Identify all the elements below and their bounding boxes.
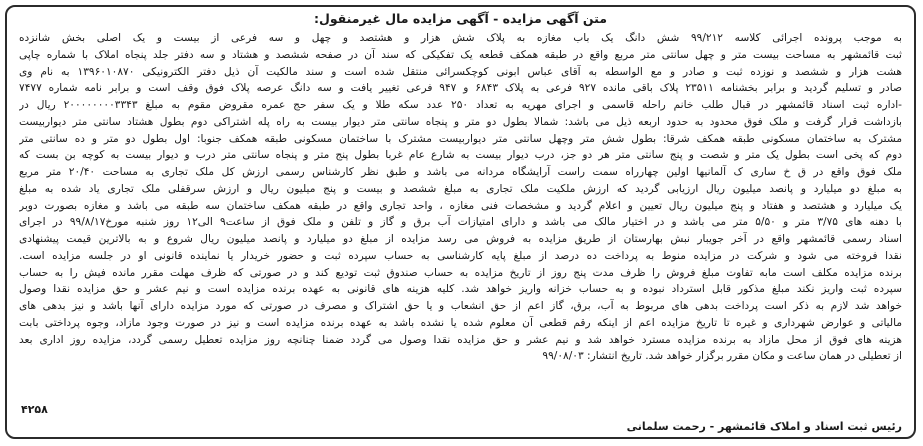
notice-frame [5, 5, 916, 439]
notice-line-13: اسناد رسمی قائمشهر واقع در آخر جویبار نبش بهارستان از طریق مزایده به فروش می رسد مزایده از مبلغ دو میلیارد و پانصد میلیون ریال شروع و به بالاترین قیمت پیشنهادی [19, 233, 902, 245]
notice-line-4: صادر و تسلیم گردید و برابر بخشنامه ۲۳۵۱۱ پلاک باقی مانده ۹۲۷ فرعی به پلاک ۶۸۴۳ و ۹۴۷ فرعی تغییر یافت و سه دانگ عرصه پلاک فوق وقف است و برابر نامه شماره ۷۴۷۷ [19, 82, 902, 95]
notice-line-17: خواهد شد لازم به ذکر است پرداخت بدهی های مربوط به آب، برق، گاز اعم از حق انشعاب و یا حق اشتراک و مصرف در صورتی که مورد مزایده دارای آنها باشد و نیز بدهی های [19, 300, 902, 312]
notice-body [19, 30, 902, 365]
notice-line-2: ثبت قائمشهر به مساحت بیست متر و چهل سانتی متر مربع واقع در طبقه همکف قطعه یک تفکیکی که سند آن در صفحه ششصد و هشتاد و سه دفتر جلد پنجاه املاک با شماره چاپی [19, 48, 902, 61]
notice-line-12: با دهنه های ۳/۷۵ متر و ۵/۵۰ متر می باشد و در اختیار مالک می باشد و دارای امتیازات آب برق و گاز و تلفن و ملک فوق از ساعت۹ الی۱۲ روز شنبه مورخ۹۹/۸/۱۷ در اجرای [19, 216, 902, 229]
notice-line-10: به مبلغ دو میلیارد و پانصد میلیون ریال ارزیابی گردید که ارزش ملکیت ملک تجاری به مبلغ ششصد و بیست و پنج میلیون ریال و ارزش سرقفلی ملک تجاری یاد شده به مبلغ [19, 182, 902, 195]
notice-line-16: سپرده ثبت واریز نکند مبلغ مذکور قابل استرداد نبوده و به حساب خزانه واریز خواهد شد. کلیه هزینه های قانونی به عهده برنده مزایده است و نیم عشر و حق مزایده نقدا وصول [19, 283, 902, 296]
notice-line-8: دوم که پخی است بطول یک متر و شصت و پنج سانتی متر هر دو جز، درب دیوار بیست به شارع عام غربا بطول پنج متر و پنجاه سانتی متر درب و دیوار بیست به کوچه بن بست که [19, 149, 902, 162]
notice-title: متن آگهی مزایده - آگهی مزایده مال غیرمنقول: [313, 11, 608, 26]
notice-line-14: نقدا فروخته می شود و شرکت در مزایده منوط به پرداخت ده درصد از مبلغ پایه کارشناسی به حساب سپرده ثبت و حضور خریدار یا نماینده قانونی او در جلسه مزایده است. [19, 249, 902, 262]
notice-line-20: از تعطیلی در همان ساعت و مکان مقرر برگزار خواهد شد. تاریخ انتشار: ۹۹/۰۸/۰۳ [542, 350, 902, 363]
notice-line-1: به موجب پرونده اجرائی کلاسه ۹۹/۲۱۲ شش دانگ یک باب مغازه به پلاک شش هزار و هشتصد و چهل و سه فرعی از بیست و یک اصلی بخش شانزده [19, 32, 902, 44]
notice-line-6: بازداشت قرار گرفت و ملک فوق محدود به حدود اربعه ذیل می باشد: شمالا بطول دو متر و پنجاه سانتی متر دیوار بیست به راه پله اشتراکی دوم بطول هشتاد سانتی متر دیواربیست [19, 115, 902, 128]
notice-line-19: هزینه های فوق از محل مازاد به برنده مزایده مسترد خواهد شد و نیم عشر و حق مزایده نقدا وصول می گردد ضمنا چنانچه روز مزایده تعطیل رسمی گردد، مزایده روز اداری بعد [19, 333, 902, 346]
notice-line-3: هشت هزار و ششصد و نوزده ثبت و صادر و مع الواسطه به آقای عباس ابونی کوچکسرائی منتقل شده است و سند مالکیت آن ذیل دفتر الکترونیکی ۱۳۹۶۰۱۰۸۷۰ به نام وی [19, 65, 902, 78]
notice-line-7: مشترک به ساختمان مسکونی طبقه همکف شرقا: بطول شش متر وچهل سانتی متر دیواربیست مشترک با ساختمان مسکونی طبقه همکف جنوبا: اول بطول دو متر و ده سانتی متر [19, 132, 902, 145]
notice-line-5: -اداره ثبت اسناد قائمشهر در قبال طلب خانم راحله قاسمی و اجرای مهریه به تعداد ۲۵۰ عدد سکه طلا و یک سفر حج عمره مقروض مقوم به مبلغ ۲۰۰۰۰۰۰۰۰۳۳۴۳ ریال در [19, 99, 902, 111]
notice-line-11: یک میلیارد و هشتصد و هفتاد و پنج میلیون ریال تعیین و اعلام گردید و مشخصات فنی مغازه ، واحد تجاری واقع در طبقه همکف ساختمان سه طبقه می باشد و مغازه بصورت دوبر [19, 199, 902, 212]
notice-line-15: برنده مزایده مکلف است مابه تفاوت مبلغ فروش را ظرف مدت پنج روز از تاریخ مزایده به حساب صندوق ثبت تودیع کند و در صورتی که ظرف مهلت مقرر مانده فیش را به حساب [19, 266, 902, 279]
notice-serial-number: ۴۲۵۸ [21, 403, 48, 416]
notice-line-9: ملک فوق واقع در ق خ ساری ک آلمانیها اولین چهارراه سمت راست آرایشگاه مردانه می باشد و طبق نظر کارشناس رسمی ارزش کل ملک تجاری به مساحت ۲۰/۴۰ متر مربع [19, 166, 902, 178]
notice-signature: رئیس ثبت اسناد و املاک قائمشهر - رحمت سلمانی [626, 420, 902, 433]
notice-line-18: مالیاتی و عوارض شهرداری و غیره تا تاریخ مزایده اعم از اینکه رقم قطعی آن معلوم شده یا نشده باشد به عهده برنده مزایده است و نیز در صورت وجود مازاد، وجوه پرداختی بابت [19, 316, 902, 329]
